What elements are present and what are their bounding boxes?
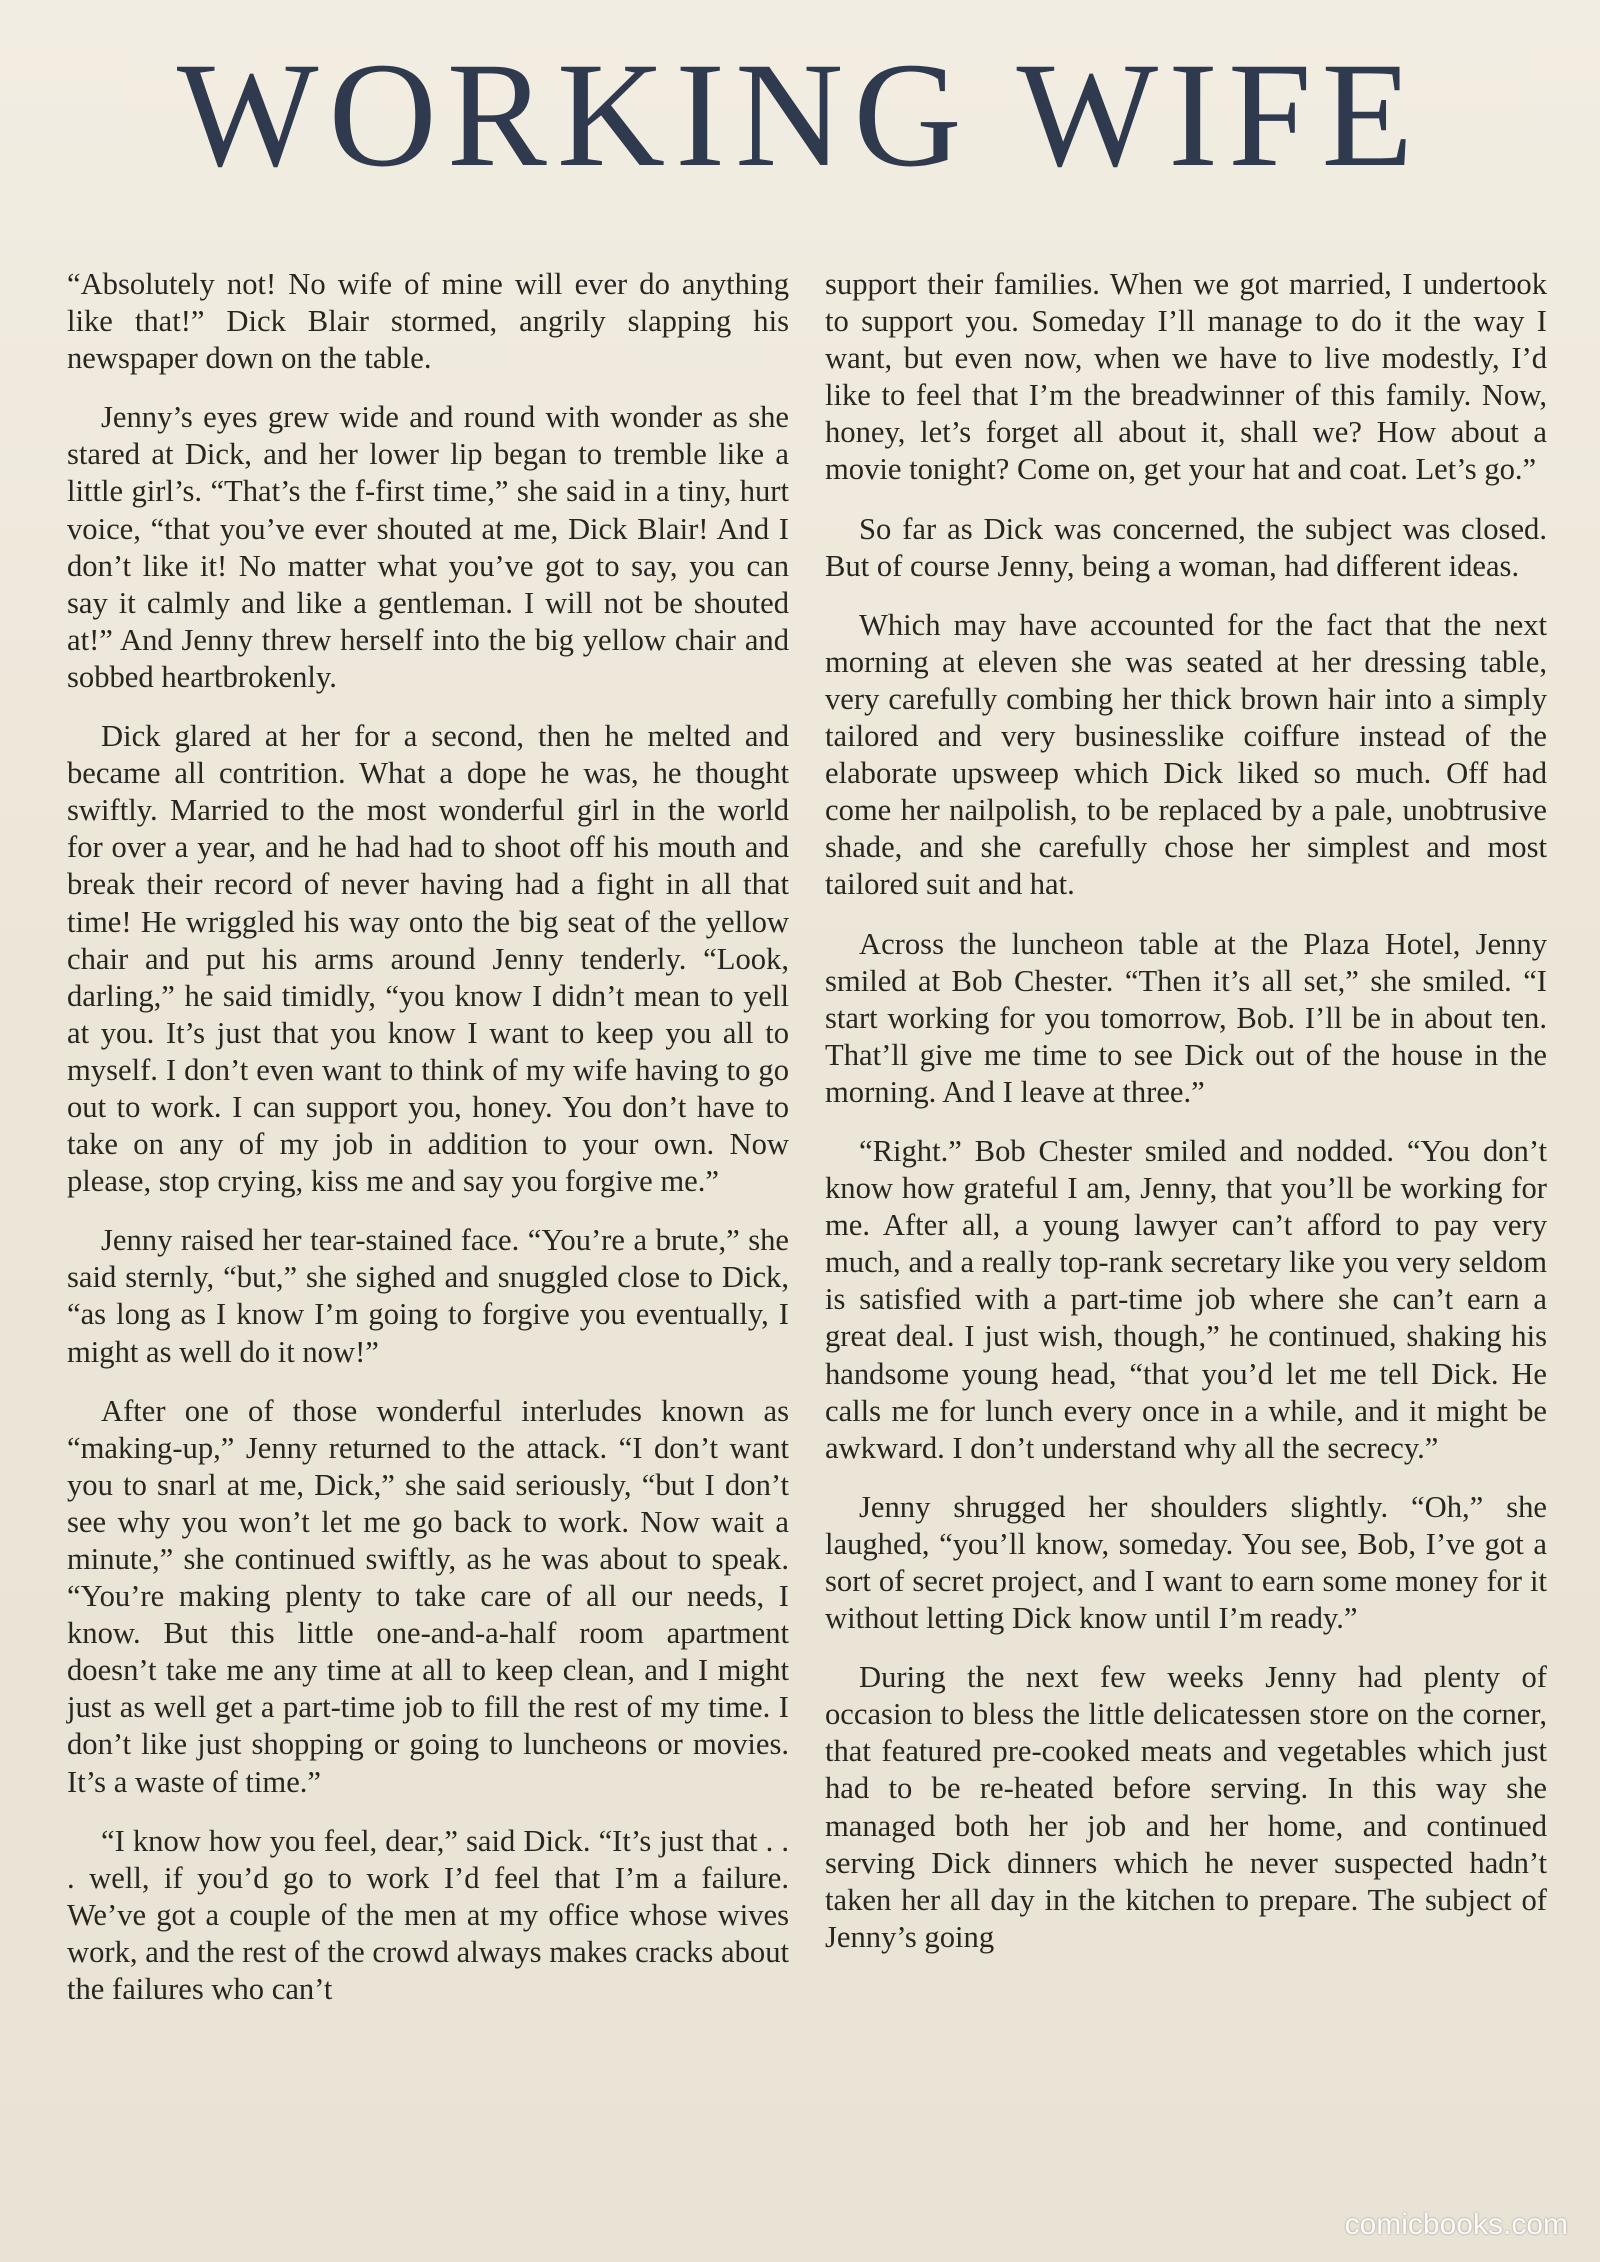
paragraph: Jenny shrugged her shoulders slightly. “Oh,” she laughed, “you’ll know, someday. You see, Bob, I’ve got a sort of secret project, and I want to earn some money for it without letting Dick know until I’m ready.” [825, 1489, 1547, 1636]
right-text-column [825, 266, 1547, 1956]
paragraph: Jenny’s eyes grew wide and round with wonder as she stared at Dick, and her lower lip began to tremble like a little girl’s. “That’s the f-first time,” she said in a tiny, hurt voice, “that you’ve ever shouted at me, Dick Blair! And I don’t like it! No matter what you’ve got to say, you can say it calmly and like a gentleman. I will not be shouted at!” And Jenny threw herself into the big yellow chair and sobbed heartbrokenly. [67, 400, 789, 694]
story-title: WORKING WIFE [176, 32, 1424, 198]
paragraph: During the next few weeks Jenny had plenty of occasion to bless the little delicatessen store on the corner, that featured pre-cooked meats and vegetables which just had to be re-heated before serving. In this way she managed both her job and her home, and continued serving Dick dinners which he never suspected hadn’t taken her all day in the kitchen to prepare. The subject of Jenny’s going [825, 1660, 1547, 1954]
paragraph: So far as Dick was concerned, the subject was closed. But of course Jenny, being a woman, had different ideas. [825, 511, 1547, 583]
paragraph: “I know how you feel, dear,” said Dick. “It’s just that . . . well, if you’d go to work I’d feel that I’m a failure. We’ve got a couple of the men at my office whose wives work, and the rest of the crowd always makes cracks about the failures who can’t [67, 1823, 789, 2007]
watermark: comicbooks.com [1344, 2208, 1568, 2241]
paragraph: “Absolutely not! No wife of mine will ever do anything like that!” Dick Blair stormed, angrily slapping his newspaper down on the table. [67, 267, 789, 376]
paragraph: support their families. When we got married, I undertook to support you. Someday I’ll manage to do it the way I want, but even now, when we have to live modestly, I’d like to feel that I’m the breadwinner of this family. Now, honey, let’s forget all about it, shall we? How about a movie tonight? Come on, get your hat and coat. Let’s go.” [825, 267, 1547, 487]
left-text-column [67, 266, 789, 2008]
paragraph: Which may have accounted for the fact that the next morning at eleven she was seated at her dressing table, very carefully combing her thick brown hair into a simply tailored and very businesslike coiffure instead of the elaborate upsweep which Dick liked so much. Off had come her nailpolish, to be replaced by a pale, unobtrusive shade, and she carefully chose her simplest and most tailored suit and hat. [825, 607, 1547, 902]
paragraph: “Right.” Bob Chester smiled and nodded. “You don’t know how grateful I am, Jenny, that you’ll be working for me. After all, a young lawyer can’t afford to pay very much, and a really top-rank secretary like you very seldom is satisfied with a part-time job where she can’t earn a great deal. I just wish, though,” he continued, shaking his handsome young head, “that you’d let me tell Dick. He calls me for lunch every once in a while, and it might be awkward. I don’t understand why all the secrecy.” [825, 1133, 1547, 1465]
paragraph: Dick glared at her for a second, then he melted and became all contrition. What a dope he was, he thought swiftly. Married to the most wonderful girl in the world for over a year, and he had had to shoot off his mouth and break their record of never having had a fight in all that time! He wriggled his way onto the big seat of the yellow chair and put his arms around Jenny tenderly. “Look, darling,” he said timidly, “you know I didn’t mean to yell at you. It’s just that you know I want to keep you all to myself. I don’t even want to think of my wife having to go out to work. I can support you, honey. You don’t have to take on any of my job in addition to your own. Now please, stop crying, kiss me and say you forgive me.” [67, 719, 789, 1199]
paragraph: After one of those wonderful interludes known as “making-up,” Jenny returned to the attack. “I don’t want you to snarl at me, Dick,” she said seriously, “but I don’t see why you won’t let me go back to work. Now wait a minute,” she continued swiftly, as he was about to speak. “You’re making plenty to take care of all our needs, I know. But this little one-and-a-half room apartment doesn’t take me any time at all to keep clean, and I might just as well get a part-time job to fill the rest of my time. I don’t like just shopping or going to luncheons or movies. It’s a waste of time.” [67, 1393, 789, 1799]
paragraph: Jenny raised her tear-stained face. “You’re a brute,” she said sternly, “but,” she sighed and snuggled close to Dick, “as long as I know I’m going to forgive you eventually, I might as well do it now!” [67, 1223, 789, 1369]
paragraph: Across the luncheon table at the Plaza Hotel, Jenny smiled at Bob Chester. “Then it’s all set,” she smiled. “I start working for you tomorrow, Bob. I’ll be in about ten. That’ll give me time to see Dick out of the house in the morning. And I leave at three.” [825, 926, 1547, 1109]
